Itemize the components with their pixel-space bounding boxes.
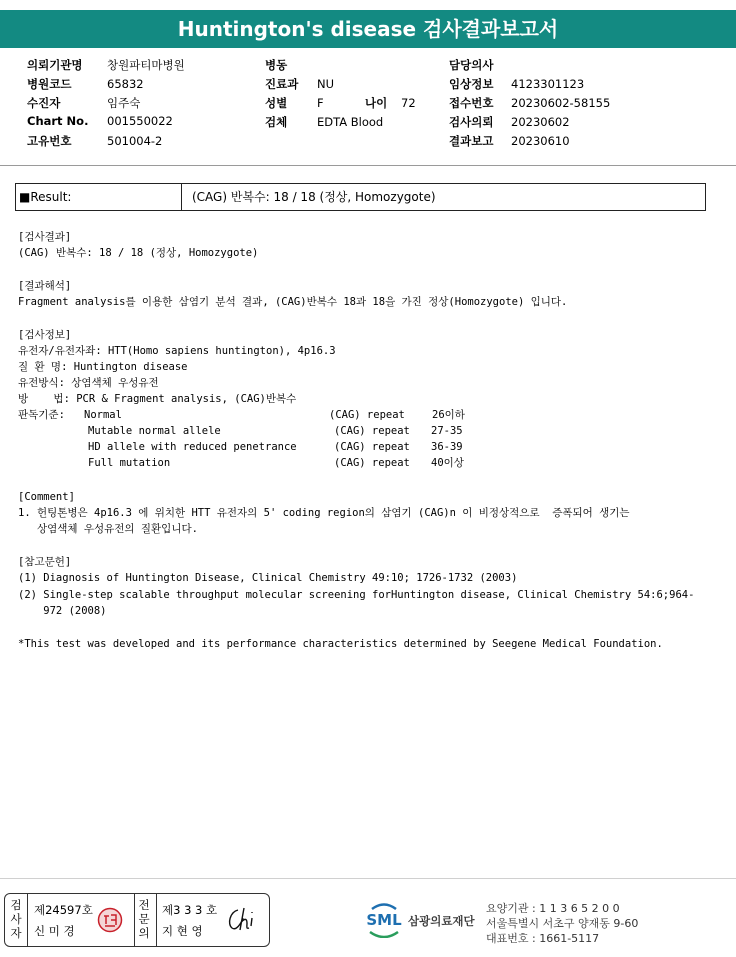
- age-label: 나이: [365, 96, 388, 110]
- examiner-name: 신 미 경: [34, 924, 75, 938]
- header-label: 수진자: [27, 96, 61, 110]
- header-label: 의뢰기관명: [27, 58, 83, 72]
- care-institution-no: 요양기관 : 1 1 3 6 5 2 0 0: [486, 902, 620, 915]
- header-value: 501004-2: [107, 134, 163, 148]
- institute-phone: 대표번호 : 1661-5117: [486, 932, 600, 945]
- institute-name: 삼광의료재단: [408, 914, 475, 928]
- criteria-label: 판독기준:: [18, 409, 65, 421]
- info-line: 방 법: PCR & Fragment analysis, (CAG)반복수: [18, 393, 297, 405]
- examiner-seal-icon: [97, 907, 123, 933]
- criteria-repeat: (CAG) repeat: [334, 441, 410, 453]
- criteria-repeat: (CAG) repeat: [329, 409, 405, 421]
- criteria-range: 27-35: [431, 425, 463, 437]
- reference-item: (2) Single-step scalable throughput molecular screening forHuntington disease, Clinical Chemistry 54:6;964-: [18, 589, 695, 601]
- exam-result-text: (CAG) 반복수: 18 / 18 (정상, Homozygote): [18, 247, 259, 259]
- physician-license-no: 제3 3 3 호: [162, 903, 218, 917]
- institute-contact: [486, 901, 638, 946]
- header-label: 병원코드: [27, 77, 72, 91]
- info-line: 유전자/유전자좌: HTT(Homo sapiens huntington), 4p16.3: [18, 345, 336, 357]
- header-label: 성별: [265, 96, 288, 110]
- signature-box: [4, 893, 270, 947]
- header-value: 20230610: [511, 134, 570, 148]
- interpretation-text: Fragment analysis를 이용한 삼염기 분석 결과, (CAG)반복수 18과 18을 가진 정상(Homozygote) 입니다.: [18, 296, 568, 308]
- criteria-name: Full mutation: [88, 457, 171, 469]
- criteria-name: Normal: [84, 409, 122, 421]
- header-value: F: [317, 96, 324, 110]
- header-value: 창원파티마병원: [107, 58, 185, 72]
- report-title: Huntington's disease 검사결과보고서: [0, 10, 736, 48]
- logo-text: SML: [366, 911, 402, 929]
- sml-logo-icon: [366, 902, 402, 938]
- header-col3: [449, 57, 610, 152]
- header-label: 담당의사: [449, 58, 494, 72]
- header-value: 임주숙: [107, 96, 141, 110]
- criteria-name: Mutable normal allele: [88, 425, 221, 437]
- signature-divider: [27, 894, 28, 946]
- interpretation-title: [결과해석]: [18, 280, 72, 292]
- header-label: 검사의뢰: [449, 115, 494, 129]
- reference-item: (1) Diagnosis of Huntington Disease, Clinical Chemistry 49:10; 1726-1732 (2003): [18, 572, 518, 584]
- header-value: NU: [317, 77, 335, 91]
- reference-item: 972 (2008): [18, 605, 107, 617]
- header-col1: [27, 57, 185, 152]
- comment-text: 상염색체 우성유전의 질환입니다.: [18, 523, 198, 535]
- header-label: 임상정보: [449, 77, 494, 91]
- header-value: 20230602-58155: [511, 96, 611, 110]
- signature-divider: [156, 894, 157, 946]
- physician-label: 전문의: [138, 898, 150, 940]
- result-summary-box: [15, 183, 706, 211]
- examiner-license-no: 제24597호: [34, 903, 93, 917]
- result-value: (CAG) 반복수: 18 / 18 (정상, Homozygote): [192, 190, 436, 204]
- criteria-repeat: (CAG) repeat: [334, 457, 410, 469]
- disclaimer-text: *This test was developed and its performance characteristics determined by Seegene Medical Foundation.: [18, 638, 663, 650]
- header-value: 001550022: [107, 114, 173, 128]
- comment-text: 1. 헌팅톤병은 4p16.3 에 위치한 HTT 유전자의 5' coding region의 삼염기 (CAG)n 이 비정상적으로 증폭되어 생기는: [18, 507, 630, 519]
- criteria-range: 40이상: [431, 457, 464, 469]
- header-label: 접수번호: [449, 96, 494, 110]
- signature-divider: [134, 894, 135, 946]
- header-col2: [265, 57, 416, 133]
- institute-address: 서울특별시 서초구 양재동 9-60: [486, 917, 639, 930]
- examiner-label: 검사자: [10, 898, 22, 940]
- header-label: 검체: [265, 115, 288, 129]
- exam-result-title: [검사결과]: [18, 231, 72, 243]
- header-label: 병동: [265, 58, 288, 72]
- age-value: 72: [401, 96, 416, 110]
- info-title: [검사정보]: [18, 329, 72, 341]
- header-value: 65832: [107, 77, 144, 91]
- header-value: 20230602: [511, 115, 570, 129]
- criteria-repeat: (CAG) repeat: [334, 425, 410, 437]
- physician-name: 지 현 영: [162, 924, 203, 938]
- header-divider: [0, 165, 736, 166]
- references-title: [참고문헌]: [18, 556, 72, 568]
- footer-divider: [0, 878, 736, 879]
- header-value: 4123301123: [511, 77, 585, 91]
- comment-title: [Comment]: [18, 491, 75, 503]
- info-line: 유전방식: 상염색체 우성유전: [18, 377, 159, 389]
- header-label: 고유번호: [27, 134, 72, 148]
- result-label: ■Result:: [16, 184, 182, 210]
- criteria-range: 36-39: [431, 441, 463, 453]
- physician-signature-icon: [224, 904, 264, 936]
- header-label: Chart No.: [27, 114, 89, 128]
- criteria-name: HD allele with reduced penetrance: [88, 441, 297, 453]
- header-label: 결과보고: [449, 134, 494, 148]
- criteria-range: 26이하: [432, 409, 465, 421]
- header-label: 진료과: [265, 77, 299, 91]
- info-line: 질 환 명: Huntington disease: [18, 361, 188, 373]
- header-value: EDTA Blood: [317, 115, 384, 129]
